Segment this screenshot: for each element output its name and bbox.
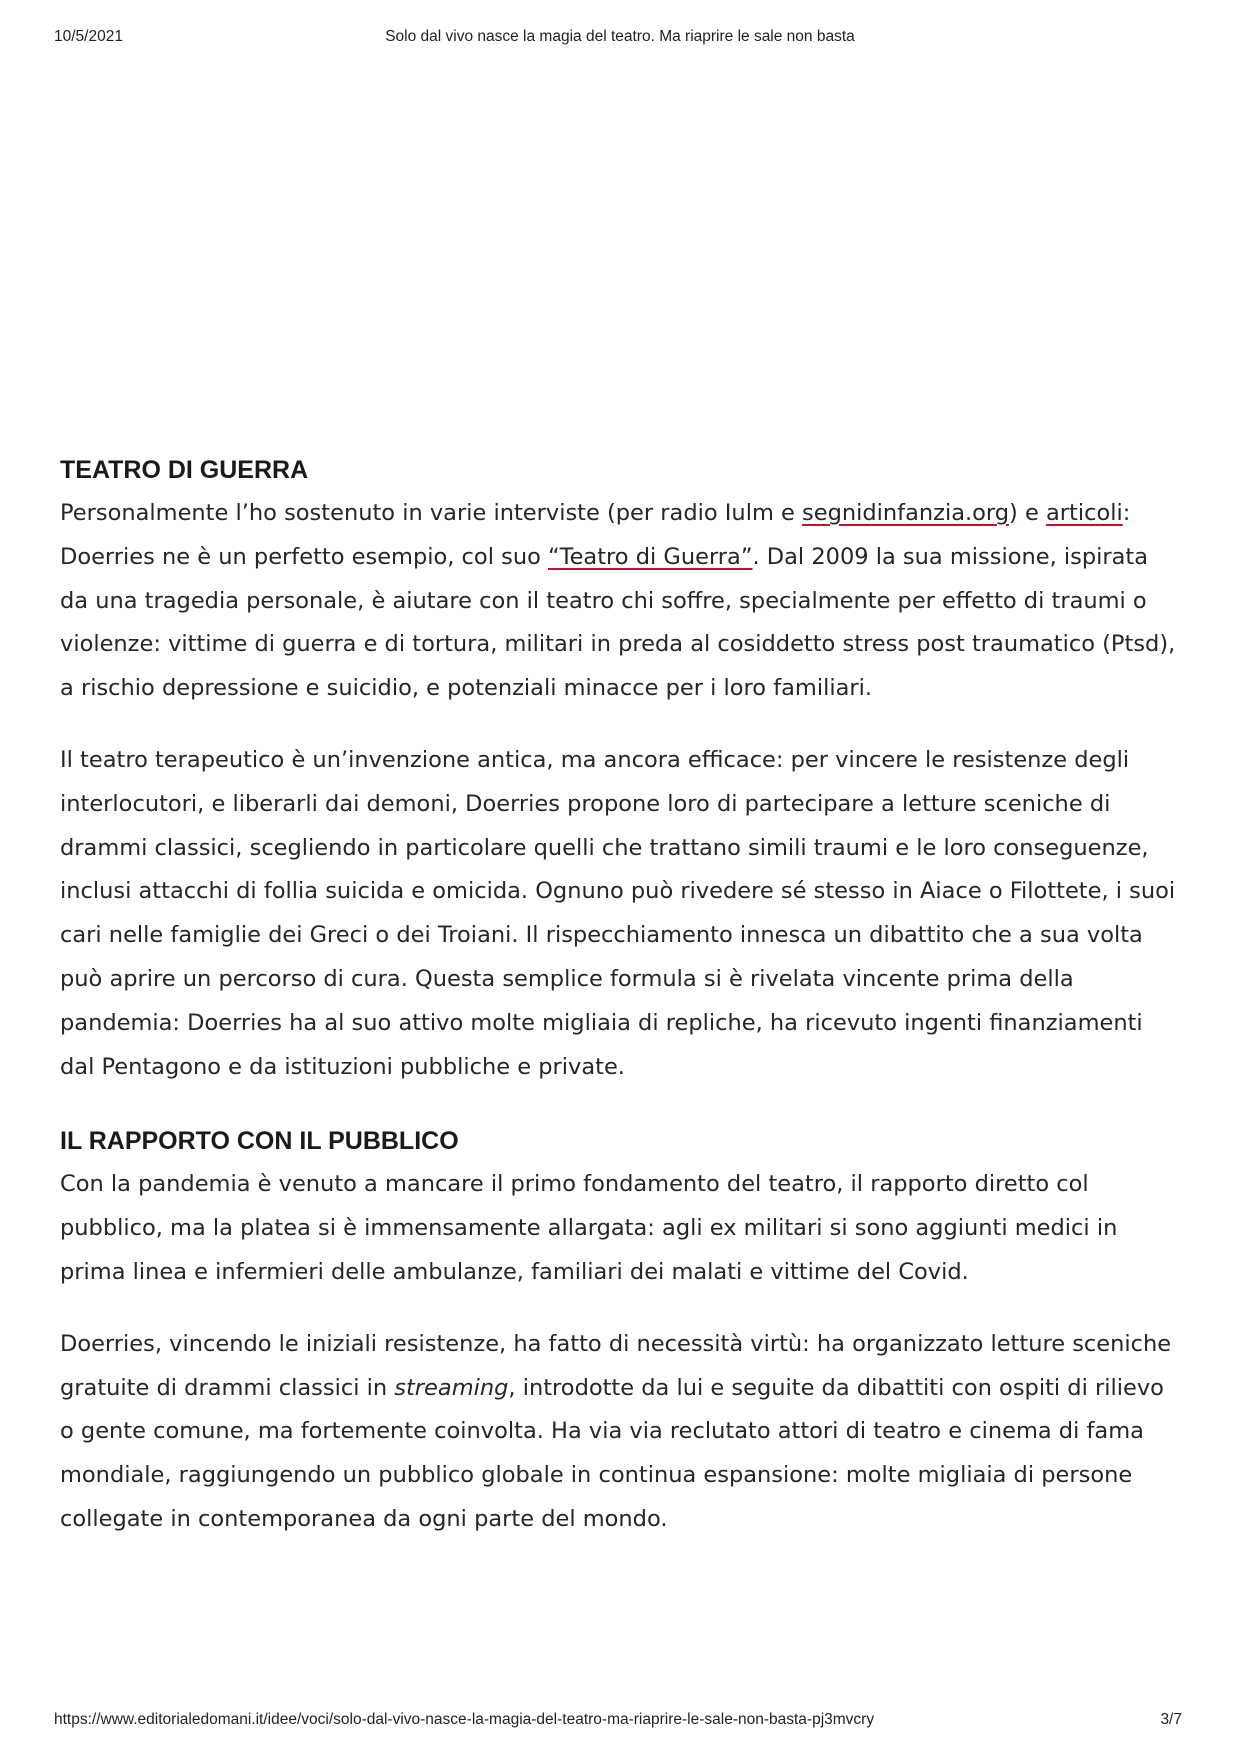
text-run: Personalmente l’ho sostenuto in varie interviste (per radio Iulm e [60,500,803,526]
print-page-title: Solo dal vivo nasce la magia del teatro. Ma riaprire le sale non basta [385,28,855,45]
print-header [0,28,1240,52]
link-articoli[interactable]: articoli [1045,500,1123,526]
paragraph-doerries-streaming [60,1323,1180,1542]
link-segnidinfanzia[interactable]: segnidinfanzia.org [802,500,1010,526]
paragraph-personalmente [60,492,1180,711]
text-run: Doerries, vincendo le iniziali resistenze, ha fatto di necessità virtù: ha organizzato letture sceniche gratuite di drammi classici in [60,1330,1172,1401]
print-url: https://www.editorialedomani.it/idee/voci/solo-dal-vivo-nasce-la-magia-del-teatro-ma-riaprire-le-sale-non-basta-pj3mvcry [54,1711,875,1728]
text-run: : Doerries ne è un perfetto esempio, col suo [60,500,1131,570]
article-body [60,448,1180,1542]
text-run: . Dal 2009 la sua missione, ispirata da una tragedia personale, è aiutare con il teatro chi soffre, specialmente per effetto di traumi o violenze: vittime di guerra e di tortura, militari in preda al cosiddetto stress post traumatico (Ptsd), a rischio depressione e suicidio, e potenziali minacce per i loro familiari. [60,543,1176,702]
link-teatro-di-guerra[interactable]: “Teatro di Guerra” [548,543,753,570]
page-number: 3/7 [1160,1711,1182,1728]
emphasis-streaming: streaming [394,1374,509,1401]
paragraph-pandemia: Con la pandemia è venuto a mancare il primo fondamento del teatro, il rapporto diretto col pubblico, ma la platea si è immensamente allargata: agli ex militari si sono aggiunti medici in prima linea e infermieri delle ambulanze, familiari dei malati e vittime del Covid. [60,1171,1118,1285]
section-heading-rapporto-pubblico: IL RAPPORTO CON IL PUBBLICO [60,1127,459,1156]
paragraph-teatro-terapeutico: Il teatro terapeutico è un’invenzione antica, ma ancora efficace: per vincere le resistenze degli interlocutori, e liberarli dai demoni, Doerries propone loro di partecipare a letture sceniche di drammi classici, scegliendo in particolare quelli che trattano simili traumi e le loro conseguenze, inclusi attacchi di follia suicida e omicida. Ognuno può rivedere sé stesso in Aiace o Filottete, i suoi cari nelle famiglie dei Greci o dei Troiani. Il rispecchiamento innesca un dibattito che a sua volta può aprire un percorso di cura. Questa semplice formula si è rivelata vincente prima della pandemia: Doerries ha al suo attivo molte migliaia di repliche, ha ricevuto ingenti finanziamenti dal Pentagono e da istituzioni pubbliche e private. [60,746,1176,1080]
print-date: 10/5/2021 [54,28,123,45]
print-footer [0,1711,1240,1735]
text-run: , introdotte da lui e seguite da dibattiti con ospiti di rilievo o gente comune, ma fortemente coinvolta. Ha via via reclutato attori di teatro e cinema di fama mondiale, raggiungendo un pubblico globale in continua espansione: molte migliaia di persone collegate in contemporanea da ogni parte del mondo. [60,1374,1164,1532]
section-heading-teatro-di-guerra: TEATRO DI GUERRA [60,456,309,484]
text-run: ) e [1009,500,1046,526]
